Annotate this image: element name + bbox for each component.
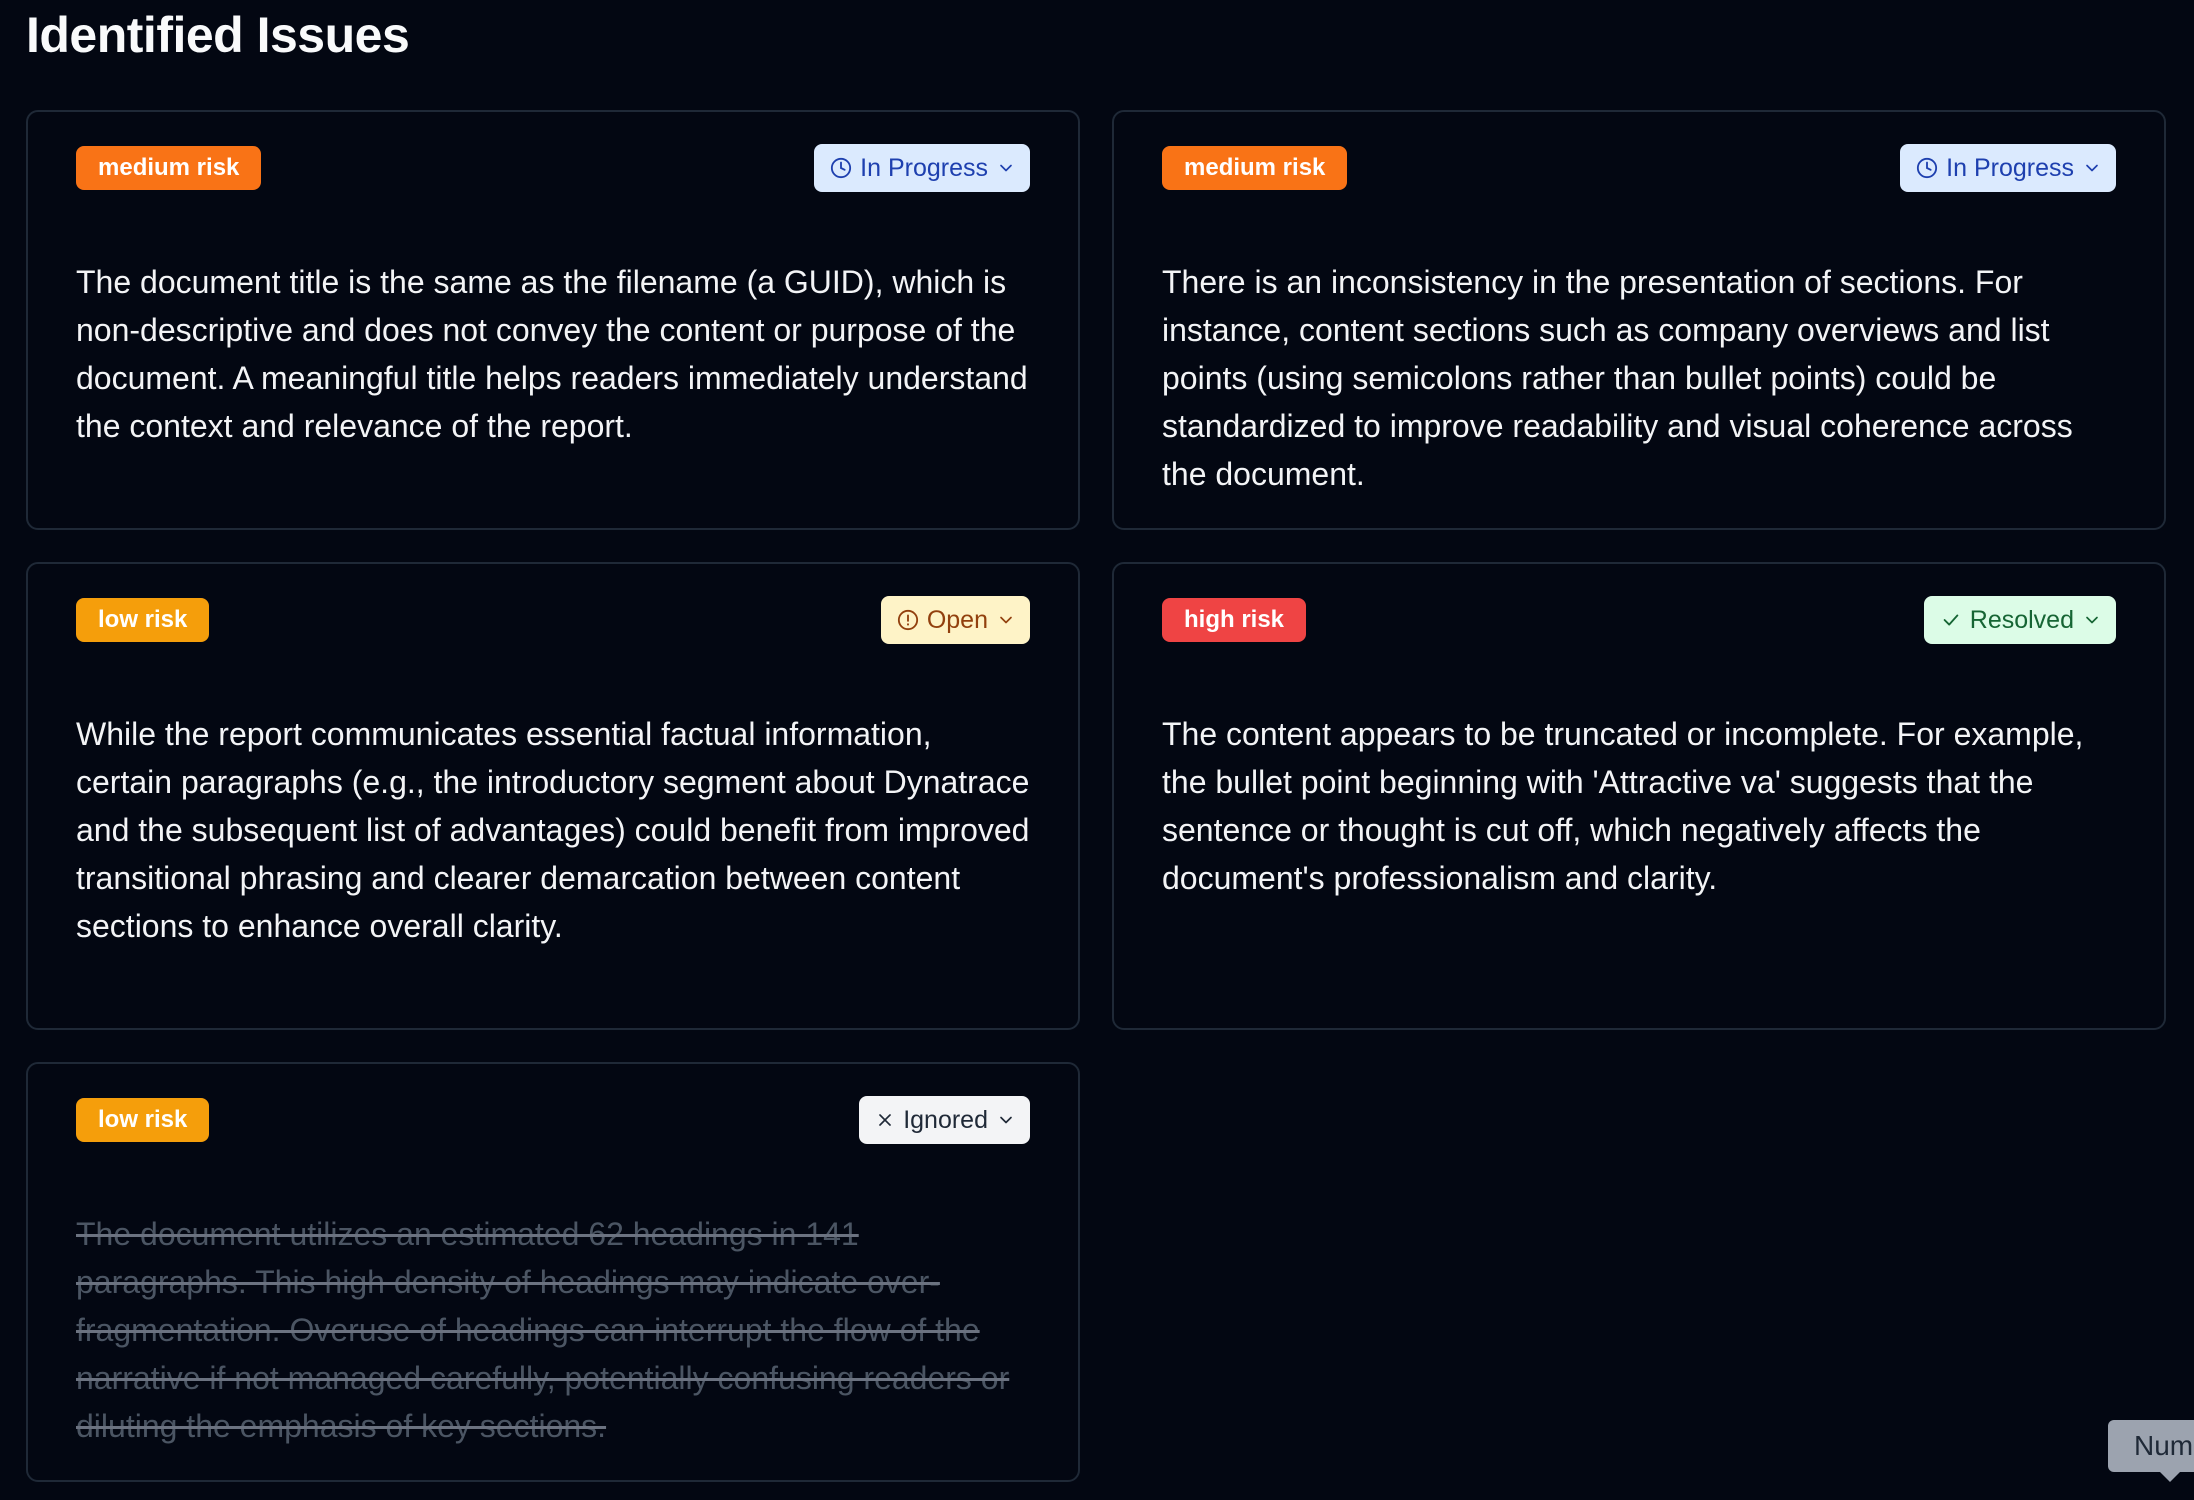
tooltip <box>2108 1420 2194 1472</box>
tooltip-arrow <box>2160 1472 2180 1482</box>
issue-card <box>26 1062 1080 1482</box>
chevron-down-icon <box>2082 610 2102 630</box>
issue-card <box>1112 110 2166 530</box>
status-label: In Progress <box>1946 153 2074 182</box>
issue-card <box>26 562 1080 1030</box>
status-dropdown[interactable] <box>1924 596 2116 644</box>
risk-badge: low risk <box>76 598 209 642</box>
status-label: Open <box>926 605 988 634</box>
chevron-down-icon <box>996 610 1016 630</box>
page-title: Identified Issues <box>26 7 410 63</box>
status-dropdown[interactable] <box>859 1096 1030 1144</box>
issue-description: The content appears to be truncated or incomplete. For example, the bullet point beginning with 'Attractive va' suggests that the sentence or thought is cut off, which negatively affects the document's professionalism and clarity. <box>1162 716 2084 896</box>
status-label: In Progress <box>860 153 988 182</box>
chevron-down-icon <box>2082 158 2102 178</box>
status-dropdown[interactable] <box>814 144 1030 192</box>
risk-badge: medium risk <box>1162 146 1347 190</box>
chevron-down-icon <box>996 158 1016 178</box>
status-label: Resolved <box>1969 605 2074 634</box>
x-icon <box>875 1110 895 1130</box>
issue-card <box>1112 562 2166 1030</box>
clock-icon <box>830 157 852 179</box>
issue-description: While the report communicates essential factual information, certain paragraphs (e.g., the introductory segment about Dynatrace and the subsequent list of advantages) could benefit from improved transitional phrasing and clearer demarcation between content sections to enhance overall clarity. <box>76 716 1030 944</box>
check-icon <box>1940 609 1962 631</box>
issue-card <box>26 110 1080 530</box>
tooltip-text: Num <box>2134 1430 2194 1461</box>
alert-circle-icon <box>897 609 919 631</box>
clock-icon <box>1916 157 1938 179</box>
chevron-down-icon <box>996 1110 1016 1130</box>
issue-description: The document utilizes an estimated 62 headings in 141 paragraphs. This high density of headings may indicate over-fragmentation. Overuse of headings can interrupt the flow of the narrative if not managed carefully, potentially confusing readers or diluting the emphasis of key sections. <box>76 1216 1010 1444</box>
status-dropdown[interactable] <box>1900 144 2116 192</box>
status-label: Ignored <box>903 1105 988 1134</box>
issue-description: The document title is the same as the filename (a GUID), which is non-descriptive and does not convey the content or purpose of the document. A meaningful title helps readers immediately understand the context and relevance of the report. <box>76 264 1028 444</box>
status-dropdown[interactable] <box>881 596 1030 644</box>
risk-badge: low risk <box>76 1098 209 1142</box>
risk-badge: high risk <box>1162 598 1306 642</box>
issue-description: There is an inconsistency in the presentation of sections. For instance, content sections such as company overviews and list points (using semicolons rather than bullet points) could be standardized to improve readability and visual coherence across the document. <box>1162 264 2073 492</box>
risk-badge: medium risk <box>76 146 261 190</box>
